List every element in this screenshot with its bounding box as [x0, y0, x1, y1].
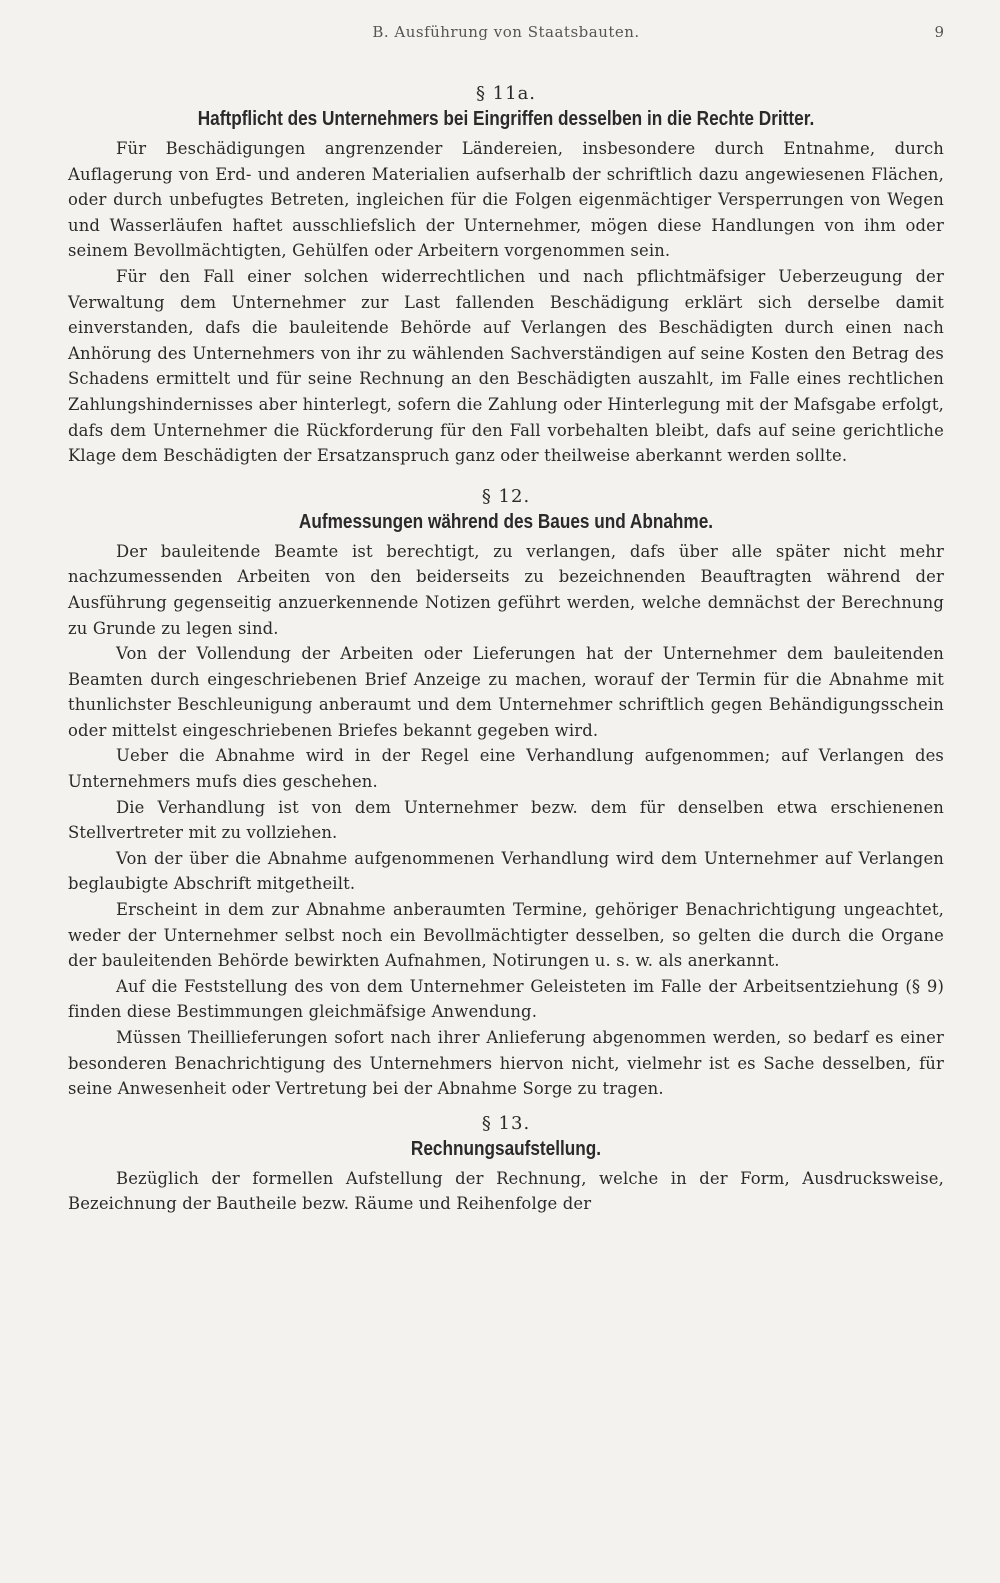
page-number: 9 [934, 23, 944, 41]
paragraph: Von der Vollendung der Arbeiten oder Lieferungen hat der Unternehmer dem bauleitenden Beamten durch eingeschriebenen Brief Anzeige zu machen, worauf der Termin für die Abnahme mit thunlichster Beschleunigung anberaumt und dem Unternehmer schriftlich gegen Behändigungsschein oder mittelst eingeschriebenen Briefes bekannt gegeben wird. [68, 644, 944, 740]
section-title: Rechnungsaufstellung. [410, 1137, 602, 1160]
section-number: § 11a. [475, 83, 537, 104]
running-head-title: B. Ausführung von Staatsbauten. [372, 23, 640, 41]
paragraph: Für den Fall einer solchen widerrechtlichen und nach pflichtmäfsiger Ueberzeugung der Verwaltung dem Unternehmer zur Last fallenden Beschädigung erklärt sich derselbe damit einverstanden, dafs die bauleitende Behörde auf Verlangen des Beschädigten durch einen nach Anhörung des Unternehmers von ihr zu wählenden Sachverständigen auf seine Kosten den Betrag des Schadens ermittelt und für seine Rechnung an den Beschädigten auszahlt, im Falle eines rechtlichen Zahlungshindernisses aber hinterlegt, sofern die Zahlung oder Hinterlegung mit der Mafsgabe erfolgt, dafs dem Unternehmer die Rückforderung für den Fall vorbehalten bleibt, dafs auf seine gerichtliche Klage dem Beschädigten der Ersatzanspruch ganz oder theilweise aberkannt werden sollte. [68, 266, 944, 466]
paragraph: Für Beschädigungen angrenzender Ländereien, insbesondere durch Entnahme, durch Auflagerung von Erd- und anderen Materialien aufserhalb der schriftlich dazu angewiesenen Flächen, oder durch unbefugtes Betreten, ingleichen für die Folgen eigenmächtiger Versperrungen von Wegen und Wasserläufen haftet ausschliefslich der Unternehmer, mögen diese Handlungen von ihm oder seinem Bevollmächtigten, Gehülfen oder Arbeitern vorgenommen sein. [68, 139, 944, 261]
paragraph: Auf die Feststellung des von dem Unternehmer Geleisteten im Falle der Arbeitsentziehung (§ 9) finden diese Bestimmungen gleichmäfsige Anwendung. [68, 976, 944, 1022]
paragraph: Erscheint in dem zur Abnahme anberaumten Termine, gehöriger Benachrichtigung ungeachtet, weder der Unternehmer selbst noch ein Bevollmächtigter desselben, so gelten die durch die Organe der bauleitenden Behörde bewirkten Aufnahmen, Notirungen u. s. w. als anerkannt. [68, 900, 944, 971]
section-12 [68, 485, 944, 1102]
paragraph: Ueber die Abnahme wird in der Regel eine Verhandlung aufgenommen; auf Verlangen des Unternehmers mufs dies geschehen. [68, 746, 944, 792]
paragraph: Bezüglich der formellen Aufstellung der Rechnung, welche in der Form, Ausdrucksweise, Bezeichnung der Bautheile bezw. Räume und Reihenfolge der [68, 1168, 944, 1214]
section-number: § 12. [481, 485, 531, 507]
running-head [68, 18, 944, 48]
section-11a [68, 82, 944, 469]
document-page [68, 18, 944, 1558]
paragraph: Der bauleitende Beamte ist berechtigt, zu verlangen, dafs über alle später nicht mehr nachzumessenden Arbeiten von den beiderseits zu bezeichnenden Beauftragten während der Ausführung gegenseitig anzuerkennende Notizen geführt werden, welche demnächst der Berechnung zu Grunde zu legen sind. [68, 541, 944, 638]
section-title: Aufmessungen während des Baues und Abnahme. [298, 510, 714, 533]
paragraph: Müssen Theillieferungen sofort nach ihrer Anlieferung abgenommen werden, so bedarf es einer besonderen Benachrichtigung des Unternehmers hiervon nicht, vielmehr ist es Sache desselben, für seine Anwesenheit oder Vertretung bei der Abnahme Sorge zu tragen. [68, 1028, 944, 1099]
section-number: § 13. [481, 1112, 531, 1134]
section-13 [68, 1112, 944, 1217]
paragraph: Die Verhandlung ist von dem Unternehmer bezw. dem für denselben etwa erschienenen Stellvertreter mit zu vollziehen. [68, 797, 944, 843]
section-title: Haftpflicht des Unternehmers bei Eingriffen desselben in die Rechte Dritter. [197, 108, 815, 130]
paragraph: Von der über die Abnahme aufgenommenen Verhandlung wird dem Unternehmer auf Verlangen beglaubigte Abschrift mitgetheilt. [68, 848, 944, 894]
